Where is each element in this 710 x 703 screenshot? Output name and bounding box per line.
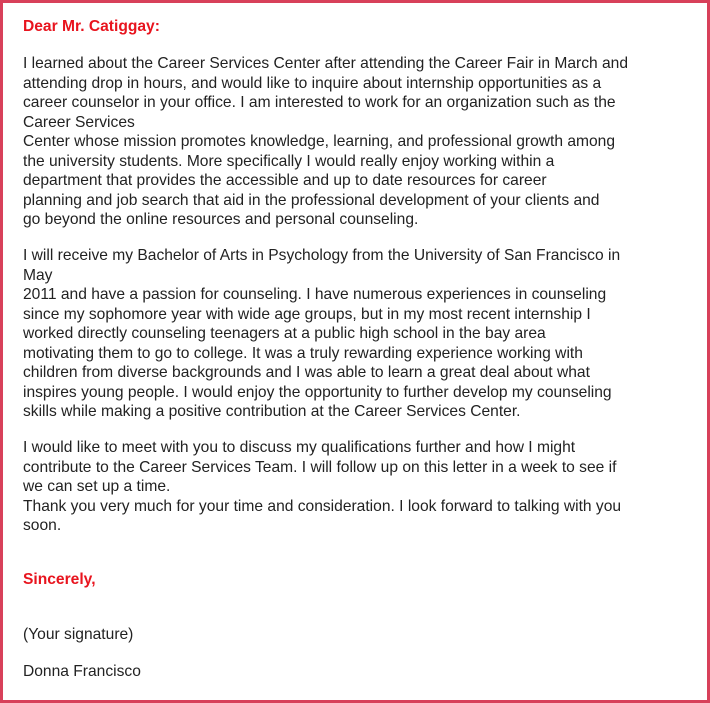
paragraph-line: worked directly counseling teenagers at a public high school in the bay area bbox=[23, 325, 546, 342]
paragraph-line: I will receive my Bachelor of Arts in Psychology from the University of San Francisco in bbox=[23, 247, 621, 264]
paragraph-line: inspires young people. I would enjoy the opportunity to further develop my counseling bbox=[23, 383, 612, 401]
paragraph-line: career counselor in your office. I am interested to work for an organization such as the bbox=[23, 94, 616, 111]
paragraph-line: the university students. More specifically I would really enjoy working within a bbox=[23, 152, 555, 170]
paragraph-line: May bbox=[23, 266, 53, 284]
paragraph-line: planning and job search that aid in the professional development of your clients and bbox=[23, 191, 600, 209]
paragraph-3 bbox=[23, 438, 621, 536]
paragraph-line: children from diverse backgrounds and I was able to learn a great deal about what bbox=[23, 364, 590, 381]
paragraph-line: Center whose mission promotes knowledge, learning, and professional growth among bbox=[23, 133, 616, 150]
paragraph-line: Thank you very much for your time and consideration. I look forward to talking with you bbox=[23, 497, 622, 515]
paragraph-line: 2011 and have a passion for counseling. I have numerous experiences in counseling bbox=[23, 286, 607, 303]
closing: Sincerely, bbox=[23, 571, 96, 588]
sender-name: Donna Francisco bbox=[23, 663, 141, 680]
salutation: Dear Mr. Catiggay: bbox=[23, 18, 160, 35]
paragraph-line: department that provides the accessible and up to date resources for career bbox=[23, 172, 547, 189]
paragraph-line: go beyond the online resources and personal counseling. bbox=[23, 211, 419, 228]
paragraph-line: since my sophomore year with wide age groups, but in my most recent internship I bbox=[23, 305, 591, 323]
paragraph-1 bbox=[23, 54, 628, 230]
paragraph-line: contribute to the Career Services Team. I will follow up on this letter in a week to see if bbox=[23, 458, 617, 476]
paragraph-line: attending drop in hours, and would like to inquire about internship opportunities as a bbox=[23, 74, 602, 92]
paragraph-line: we can set up a time. bbox=[23, 478, 171, 495]
paragraph-line: I would like to meet with you to discuss my qualifications further and how I might bbox=[23, 439, 576, 456]
paragraph-line: skills while making a positive contribution at the Career Services Center. bbox=[23, 403, 521, 420]
paragraph-line: motivating them to go to college. It was a truly rewarding experience working with bbox=[23, 344, 583, 362]
paragraph-line: Career Services bbox=[23, 113, 135, 131]
signature-placeholder: (Your signature) bbox=[23, 626, 134, 643]
paragraph-line: soon. bbox=[23, 517, 62, 534]
paragraph-line: I learned about the Career Services Center after attending the Career Fair in March and bbox=[23, 55, 629, 72]
paragraph-2 bbox=[23, 246, 620, 422]
